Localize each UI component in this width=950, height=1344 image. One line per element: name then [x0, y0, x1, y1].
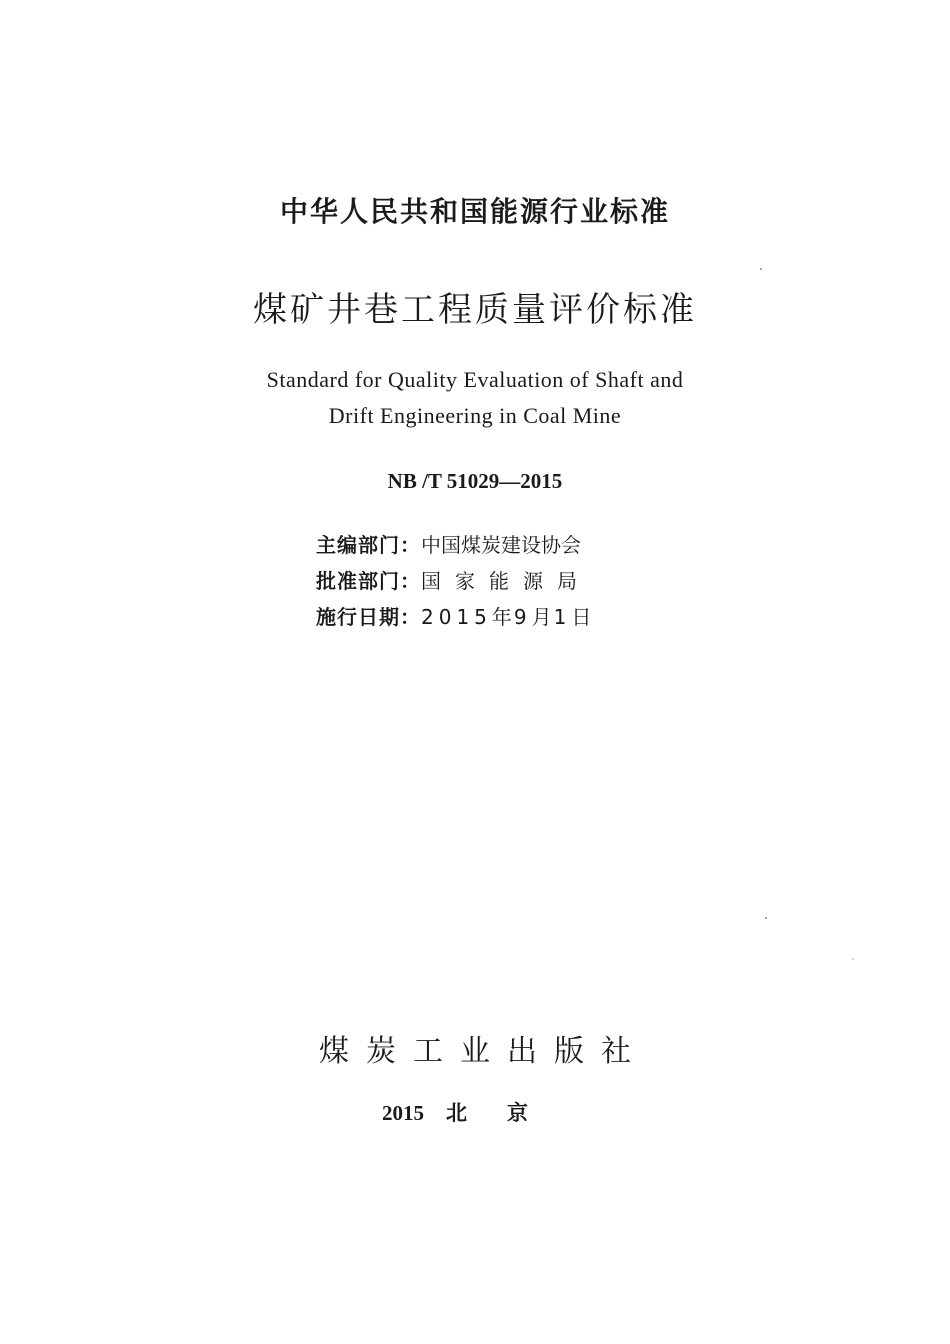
title-en-line-1: Standard for Quality Evaluation of Shaft and: [266, 367, 684, 392]
standard-number: NB /T 51029—2015: [387, 469, 563, 493]
effective-month-unit: 月: [531, 605, 552, 629]
effective-year-unit: 年: [491, 605, 512, 629]
publisher-name: 煤炭工业出版社: [319, 1034, 648, 1069]
standard-category: 中华人民共和国能源行业标准: [279, 195, 670, 228]
imprint-year: 2015: [382, 1101, 424, 1125]
scan-speck: [765, 917, 767, 919]
scan-speck: [760, 268, 762, 270]
effective-day: 1: [553, 605, 572, 629]
imprint-city: 北京: [446, 1101, 568, 1125]
effective-month: 9: [513, 605, 532, 629]
document-title-zh: 煤矿井巷工程质量评价标准: [253, 290, 697, 330]
effective-day-unit: 日: [571, 605, 592, 629]
editor-value: 中国煤炭建设协会: [421, 533, 581, 557]
approver-label: 批准部门：: [316, 569, 421, 593]
effective-date-label: 施行日期：: [316, 605, 421, 629]
document-title-en: [0, 362, 950, 434]
effective-date-row: [316, 599, 591, 635]
title-en-line-2: Drift Engineering in Coal Mine: [328, 403, 622, 428]
effective-year: 2015: [421, 605, 492, 629]
approver-row: [316, 563, 591, 599]
editor-label: 主编部门：: [316, 533, 421, 557]
scan-speck: [852, 958, 854, 960]
editor-row: [316, 527, 591, 563]
metadata-block: [316, 527, 591, 635]
approver-value: 国家能源局: [421, 569, 591, 593]
imprint-line: [0, 1097, 950, 1127]
